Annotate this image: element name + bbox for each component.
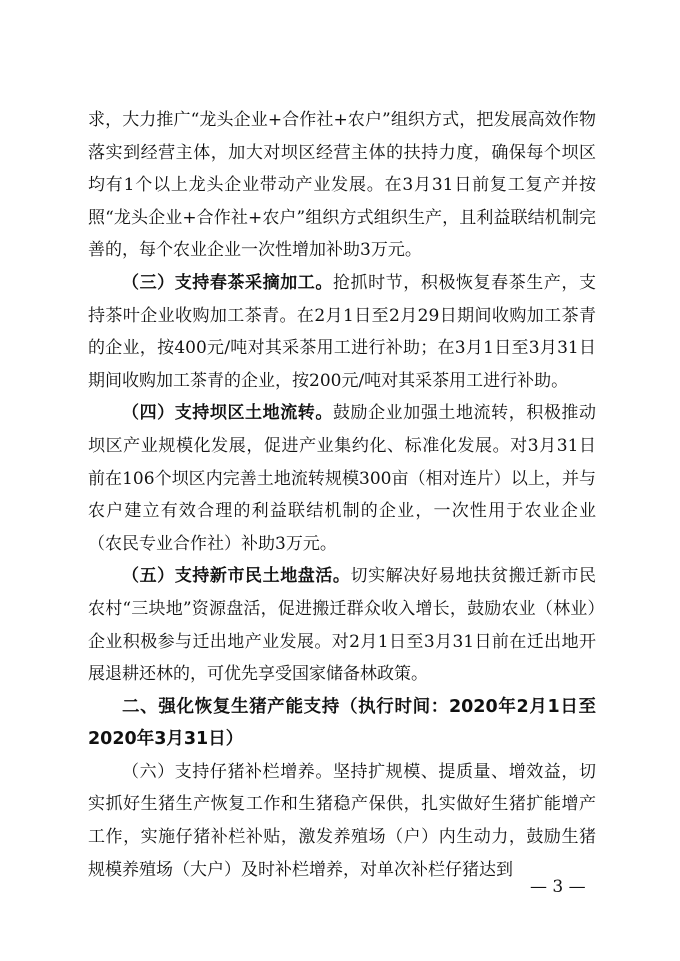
section-heading: 二、强化恢复生猪产能支持（执行时间：2020年2月1日至2020年3月31日）	[88, 696, 596, 750]
paragraph-continuation	[88, 104, 596, 267]
paragraph-text: 抢抓时节，积极恢复春茶生产，支持茶叶企业收购加工茶青。在2月1日至2月29日期间收购加工茶青的企业，按400元/吨对其采茶用工进行补助；在3月1日至3月31日期间收购加工茶青的企业，按200元/吨对其采茶用工进行补助。	[88, 272, 597, 391]
paragraph-lead: （六）支持仔猪补栏增养。	[122, 761, 333, 782]
paragraph-spring-tea	[88, 267, 596, 397]
paragraph-text: 切实解决好易地扶贫搬迁新市民农村“三块地”资源盘活，促进搬迁群众收入增长，鼓励农业（林业）企业积极参与迁出地产业发展。对2月1日至3月31日前在迁出地开展退耕还林的，可优先享受国家储备林政策。	[88, 566, 596, 685]
paragraph-text: 鼓励企业加强土地流转，积极推动坝区产业规模化发展，促进产业集约化、标准化发展。对3月31日前在106个坝区内完善土地流转规模300亩（相对连片）以上，并与农户建立有效合理的利益联结机制的企业，一次性用于农业企业（农民专业合作社）补助3万元。	[88, 403, 597, 554]
paragraph-new-citizen-land	[88, 560, 596, 690]
paragraph-land-transfer	[88, 397, 596, 560]
paragraph-lead: （四）支持坝区土地流转。	[122, 403, 333, 424]
paragraph-lead: （三）支持春茶采摘加工。	[122, 272, 333, 293]
paragraph-piglet-restock	[88, 756, 596, 886]
paragraph-text: 坚持扩规模、提质量、增效益，切实抓好生猪生产恢复工作和生猪稳产保供，扎实做好生猪扩能增产工作，实施仔猪补栏补贴，激发养殖场（户）内生动力，鼓励生猪规模养殖场（大户）及时补栏增养，对单次补栏仔猪达到	[88, 761, 597, 880]
paragraph-text: 求，大力推广“龙头企业+合作社+农户”组织方式，把发展高效作物落实到经营主体，加大对坝区经营主体的扶持力度，确保每个坝区均有1个以上龙头企业带动产业发展。在3月31日前复工复产并按照“龙头企业+合作社+农户”组织方式组织生产，且利益联结机制完善的，每个农业企业一次性增加补助3万元。	[88, 110, 596, 261]
document-body	[88, 104, 596, 886]
paragraph-lead: （五）支持新市民土地盘活。	[122, 566, 351, 587]
page-number: — 3 —	[530, 877, 586, 897]
